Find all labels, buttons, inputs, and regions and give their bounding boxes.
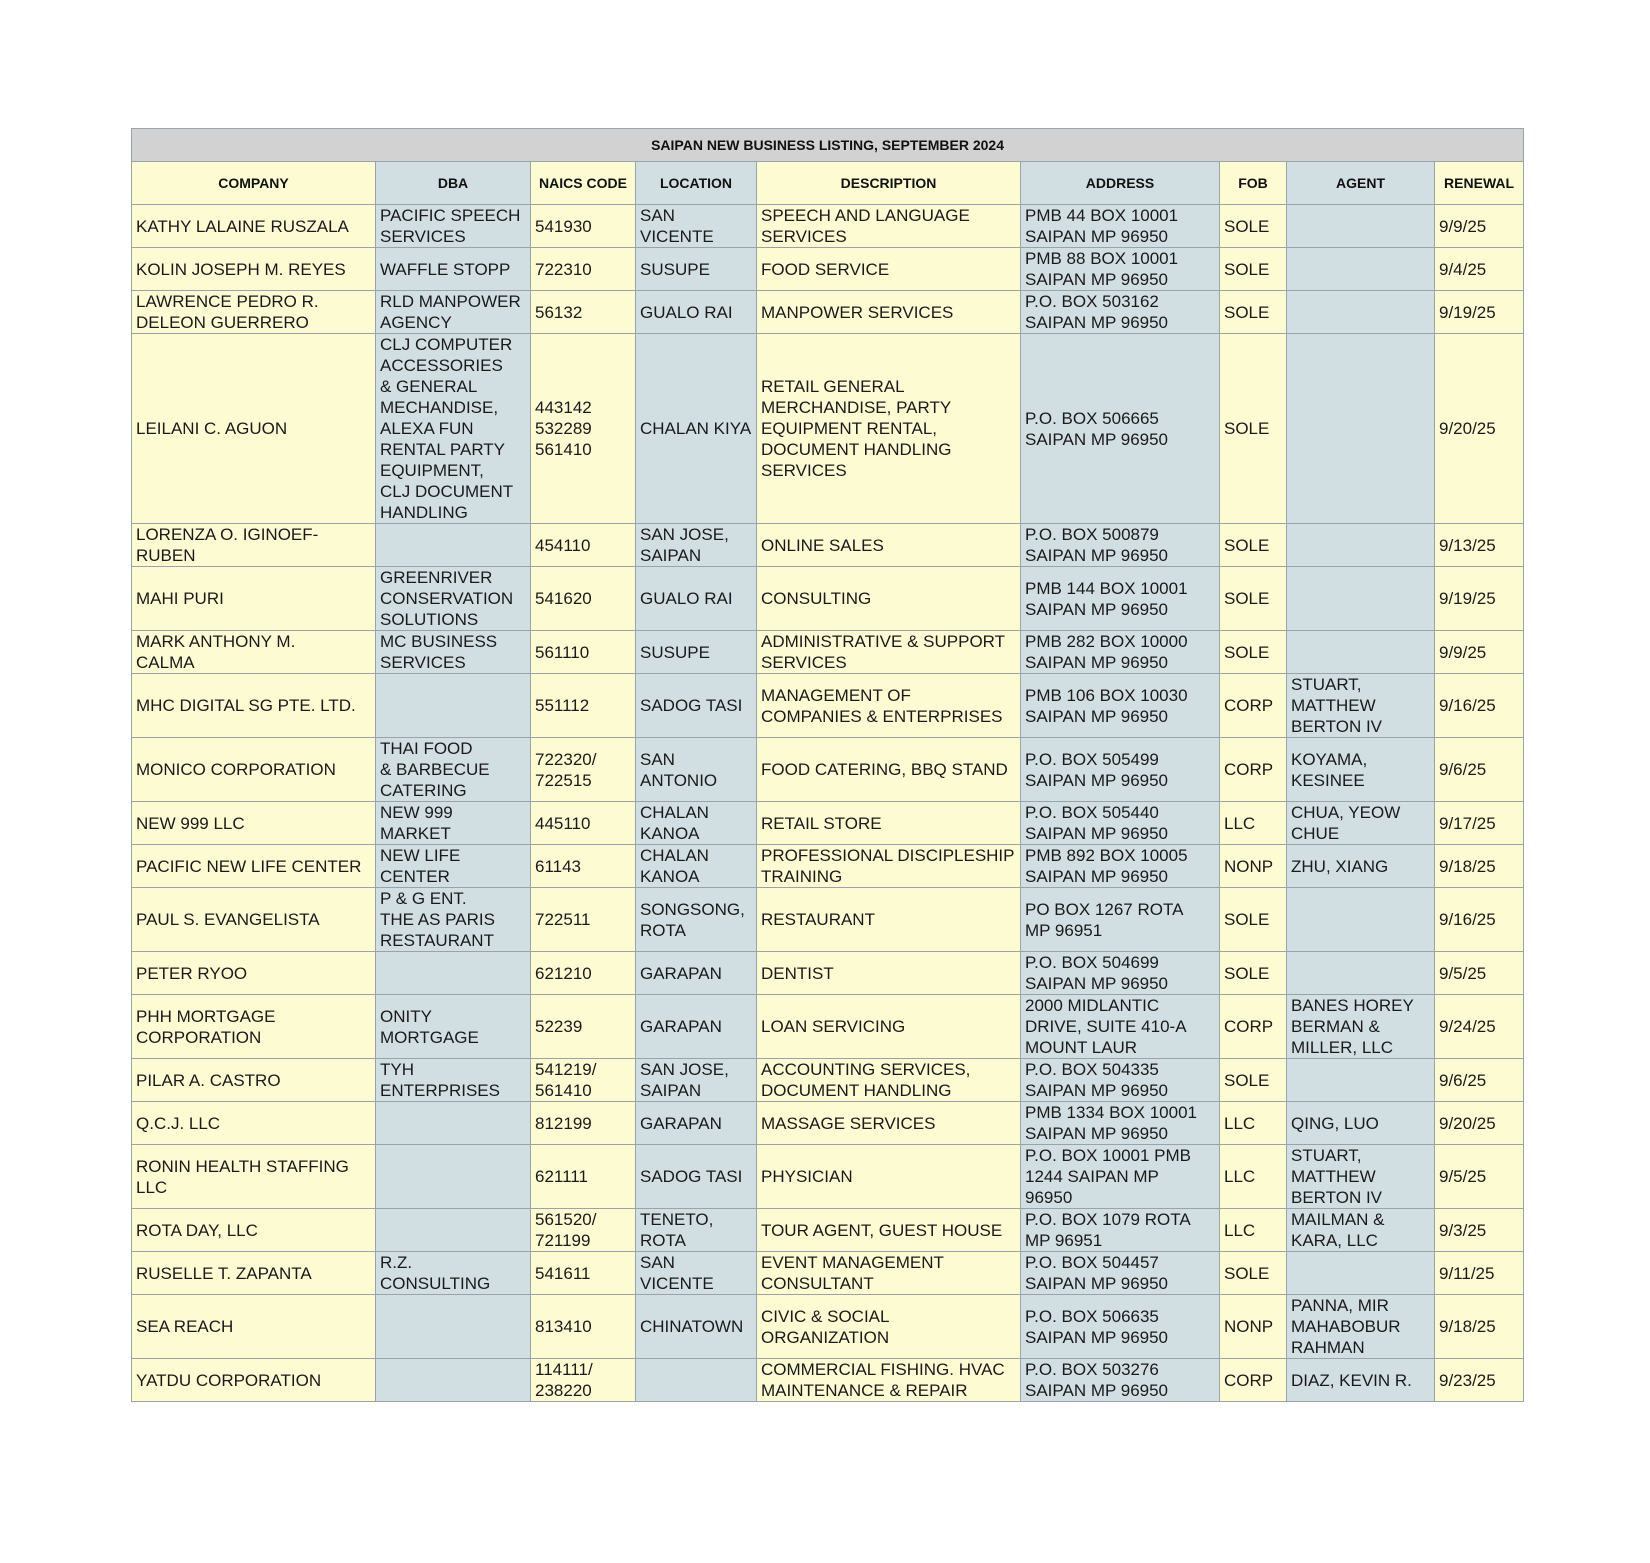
cell-address: 2000 MIDLANTIC DRIVE, SUITE 410-A MOUNT LAUR — [1021, 995, 1220, 1059]
cell-fob: SOLE — [1220, 248, 1287, 291]
cell-location: SUSUPE — [636, 631, 757, 674]
cell-fob: LLC — [1220, 1102, 1287, 1145]
cell-naics-code: 722310 — [531, 248, 636, 291]
cell-agent — [1287, 1059, 1435, 1102]
cell-renewal: 9/11/25 — [1435, 1252, 1524, 1295]
cell-dba — [376, 952, 531, 995]
cell-renewal: 9/24/25 — [1435, 995, 1524, 1059]
cell-description: FOOD SERVICE — [757, 248, 1021, 291]
table-row — [132, 567, 1524, 631]
cell-address: P.O. BOX 503276 SAIPAN MP 96950 — [1021, 1359, 1220, 1402]
cell-location: GUALO RAI — [636, 291, 757, 334]
cell-fob: SOLE — [1220, 952, 1287, 995]
table-row — [132, 631, 1524, 674]
cell-fob: SOLE — [1220, 888, 1287, 952]
cell-naics-code: 722511 — [531, 888, 636, 952]
cell-description: RETAIL GENERAL MERCHANDISE, PARTY EQUIPMENT RENTAL, DOCUMENT HANDLING SERVICES — [757, 334, 1021, 524]
cell-fob: SOLE — [1220, 1059, 1287, 1102]
cell-address: PMB 88 BOX 10001 SAIPAN MP 96950 — [1021, 248, 1220, 291]
cell-naics-code: 541620 — [531, 567, 636, 631]
cell-location: SAN VICENTE — [636, 1252, 757, 1295]
cell-fob: SOLE — [1220, 205, 1287, 248]
cell-location — [636, 1359, 757, 1402]
cell-description: PROFESSIONAL DISCIPLESHIP TRAINING — [757, 845, 1021, 888]
cell-address: PMB 282 BOX 10000 SAIPAN MP 96950 — [1021, 631, 1220, 674]
cell-agent — [1287, 1252, 1435, 1295]
cell-description: CONSULTING — [757, 567, 1021, 631]
business-listing-sheet — [131, 128, 1523, 1402]
table-row — [132, 524, 1524, 567]
cell-dba — [376, 1209, 531, 1252]
cell-fob: SOLE — [1220, 1252, 1287, 1295]
cell-agent — [1287, 524, 1435, 567]
cell-address: P.O. BOX 505440 SAIPAN MP 96950 — [1021, 802, 1220, 845]
cell-dba: THAI FOOD & BARBECUE CATERING — [376, 738, 531, 802]
cell-renewal: 9/16/25 — [1435, 888, 1524, 952]
cell-agent: ZHU, XIANG — [1287, 845, 1435, 888]
cell-renewal: 9/5/25 — [1435, 952, 1524, 995]
cell-company: PHH MORTGAGE CORPORATION — [132, 995, 376, 1059]
cell-fob: SOLE — [1220, 334, 1287, 524]
column-header-dba: DBA — [376, 162, 531, 205]
cell-location: CHALAN KANOA — [636, 845, 757, 888]
cell-address: P.O. BOX 506665 SAIPAN MP 96950 — [1021, 334, 1220, 524]
table-row — [132, 1209, 1524, 1252]
table-row — [132, 1059, 1524, 1102]
cell-location: SUSUPE — [636, 248, 757, 291]
cell-fob: NONP — [1220, 845, 1287, 888]
cell-dba — [376, 1359, 531, 1402]
cell-renewal: 9/13/25 — [1435, 524, 1524, 567]
cell-dba: GREENRIVER CONSERVATION SOLUTIONS — [376, 567, 531, 631]
table-row — [132, 1295, 1524, 1359]
table-row — [132, 738, 1524, 802]
cell-renewal: 9/19/25 — [1435, 291, 1524, 334]
cell-renewal: 9/6/25 — [1435, 1059, 1524, 1102]
table-row — [132, 1252, 1524, 1295]
cell-address: PO BOX 1267 ROTA MP 96951 — [1021, 888, 1220, 952]
cell-address: PMB 892 BOX 10005 SAIPAN MP 96950 — [1021, 845, 1220, 888]
cell-agent: DIAZ, KEVIN R. — [1287, 1359, 1435, 1402]
cell-naics-code: 621111 — [531, 1145, 636, 1209]
cell-description: DENTIST — [757, 952, 1021, 995]
cell-description: ADMINISTRATIVE & SUPPORT SERVICES — [757, 631, 1021, 674]
cell-description: ONLINE SALES — [757, 524, 1021, 567]
cell-location: CHALAN KIYA — [636, 334, 757, 524]
cell-dba: TYH ENTERPRISES — [376, 1059, 531, 1102]
cell-description: MANAGEMENT OF COMPANIES & ENTERPRISES — [757, 674, 1021, 738]
cell-renewal: 9/20/25 — [1435, 1102, 1524, 1145]
cell-renewal: 9/4/25 — [1435, 248, 1524, 291]
cell-agent — [1287, 334, 1435, 524]
cell-company: ROTA DAY, LLC — [132, 1209, 376, 1252]
cell-description: EVENT MANAGEMENT CONSULTANT — [757, 1252, 1021, 1295]
cell-description: LOAN SERVICING — [757, 995, 1021, 1059]
cell-company: PILAR A. CASTRO — [132, 1059, 376, 1102]
cell-dba: P & G ENT. THE AS PARIS RESTAURANT — [376, 888, 531, 952]
cell-description: SPEECH AND LANGUAGE SERVICES — [757, 205, 1021, 248]
cell-company: MAHI PURI — [132, 567, 376, 631]
cell-dba: NEW 999 MARKET — [376, 802, 531, 845]
cell-agent — [1287, 631, 1435, 674]
cell-description: FOOD CATERING, BBQ STAND — [757, 738, 1021, 802]
table-row — [132, 205, 1524, 248]
cell-dba: PACIFIC SPEECH SERVICES — [376, 205, 531, 248]
cell-fob: CORP — [1220, 1359, 1287, 1402]
cell-naics-code: 454110 — [531, 524, 636, 567]
cell-agent: STUART, MATTHEW BERTON IV — [1287, 1145, 1435, 1209]
cell-description: PHYSICIAN — [757, 1145, 1021, 1209]
table-row — [132, 1102, 1524, 1145]
cell-location: CHALAN KANOA — [636, 802, 757, 845]
table-row — [132, 674, 1524, 738]
cell-address: P.O. BOX 1079 ROTA MP 96951 — [1021, 1209, 1220, 1252]
cell-fob: SOLE — [1220, 291, 1287, 334]
cell-dba: MC BUSINESS SERVICES — [376, 631, 531, 674]
table-row — [132, 1359, 1524, 1402]
column-header-renewal: RENEWAL — [1435, 162, 1524, 205]
cell-company: MONICO CORPORATION — [132, 738, 376, 802]
cell-company: RUSELLE T. ZAPANTA — [132, 1252, 376, 1295]
cell-location: SADOG TASI — [636, 674, 757, 738]
cell-location: GUALO RAI — [636, 567, 757, 631]
cell-dba — [376, 1145, 531, 1209]
cell-description: COMMERCIAL FISHING. HVAC MAINTENANCE & REPAIR — [757, 1359, 1021, 1402]
cell-fob: CORP — [1220, 995, 1287, 1059]
column-header-fob: FOB — [1220, 162, 1287, 205]
cell-description: RETAIL STORE — [757, 802, 1021, 845]
column-header-agent: AGENT — [1287, 162, 1435, 205]
cell-naics-code: 114111/ 238220 — [531, 1359, 636, 1402]
cell-agent — [1287, 952, 1435, 995]
cell-naics-code: 445110 — [531, 802, 636, 845]
cell-location: GARAPAN — [636, 1102, 757, 1145]
cell-renewal: 9/18/25 — [1435, 1295, 1524, 1359]
cell-fob: CORP — [1220, 674, 1287, 738]
cell-location: SAN JOSE, SAIPAN — [636, 1059, 757, 1102]
cell-fob: SOLE — [1220, 567, 1287, 631]
cell-naics-code: 813410 — [531, 1295, 636, 1359]
cell-location: CHINATOWN — [636, 1295, 757, 1359]
table-row — [132, 952, 1524, 995]
cell-naics-code: 551112 — [531, 674, 636, 738]
cell-naics-code: 561110 — [531, 631, 636, 674]
cell-dba — [376, 674, 531, 738]
table-row — [132, 845, 1524, 888]
cell-company: NEW 999 LLC — [132, 802, 376, 845]
cell-naics-code: 443142 532289 561410 — [531, 334, 636, 524]
cell-dba — [376, 524, 531, 567]
column-header-address: ADDRESS — [1021, 162, 1220, 205]
cell-location: GARAPAN — [636, 952, 757, 995]
cell-renewal: 9/20/25 — [1435, 334, 1524, 524]
cell-address: PMB 44 BOX 10001 SAIPAN MP 96950 — [1021, 205, 1220, 248]
cell-agent: KOYAMA, KESINEE — [1287, 738, 1435, 802]
cell-agent: MAILMAN & KARA, LLC — [1287, 1209, 1435, 1252]
cell-company: SEA REACH — [132, 1295, 376, 1359]
table-row — [132, 291, 1524, 334]
column-header-company: COMPANY — [132, 162, 376, 205]
table-title: SAIPAN NEW BUSINESS LISTING, SEPTEMBER 2024 — [132, 129, 1524, 162]
cell-naics-code: 541930 — [531, 205, 636, 248]
cell-description: MANPOWER SERVICES — [757, 291, 1021, 334]
cell-company: MARK ANTHONY M. CALMA — [132, 631, 376, 674]
cell-renewal: 9/23/25 — [1435, 1359, 1524, 1402]
cell-naics-code: 621210 — [531, 952, 636, 995]
table-row — [132, 248, 1524, 291]
cell-dba: WAFFLE STOPP — [376, 248, 531, 291]
cell-fob: SOLE — [1220, 631, 1287, 674]
cell-company: LAWRENCE PEDRO R. DELEON GUERRERO — [132, 291, 376, 334]
cell-naics-code: 561520/ 721199 — [531, 1209, 636, 1252]
cell-company: KATHY LALAINE RUSZALA — [132, 205, 376, 248]
cell-dba: NEW LIFE CENTER — [376, 845, 531, 888]
cell-description: CIVIC & SOCIAL ORGANIZATION — [757, 1295, 1021, 1359]
cell-agent: PANNA, MIR MAHABOBUR RAHMAN — [1287, 1295, 1435, 1359]
cell-dba: RLD MANPOWER AGENCY — [376, 291, 531, 334]
cell-address: P.O. BOX 505499 SAIPAN MP 96950 — [1021, 738, 1220, 802]
cell-renewal: 9/19/25 — [1435, 567, 1524, 631]
cell-company: PAUL S. EVANGELISTA — [132, 888, 376, 952]
cell-address: P.O. BOX 504457 SAIPAN MP 96950 — [1021, 1252, 1220, 1295]
cell-naics-code: 61143 — [531, 845, 636, 888]
column-header-location: LOCATION — [636, 162, 757, 205]
cell-dba: R.Z. CONSULTING — [376, 1252, 531, 1295]
cell-address: PMB 144 BOX 10001 SAIPAN MP 96950 — [1021, 567, 1220, 631]
cell-naics-code: 722320/ 722515 — [531, 738, 636, 802]
cell-fob: CORP — [1220, 738, 1287, 802]
cell-naics-code: 541219/ 561410 — [531, 1059, 636, 1102]
cell-address: P.O. BOX 503162 SAIPAN MP 96950 — [1021, 291, 1220, 334]
cell-naics-code: 812199 — [531, 1102, 636, 1145]
cell-description: ACCOUNTING SERVICES, DOCUMENT HANDLING — [757, 1059, 1021, 1102]
cell-renewal: 9/6/25 — [1435, 738, 1524, 802]
cell-fob: LLC — [1220, 1209, 1287, 1252]
column-header-description: DESCRIPTION — [757, 162, 1021, 205]
cell-company: LEILANI C. AGUON — [132, 334, 376, 524]
cell-company: LORENZA O. IGINOEF- RUBEN — [132, 524, 376, 567]
cell-renewal: 9/18/25 — [1435, 845, 1524, 888]
cell-agent: STUART, MATTHEW BERTON IV — [1287, 674, 1435, 738]
cell-address: PMB 106 BOX 10030 SAIPAN MP 96950 — [1021, 674, 1220, 738]
cell-location: SADOG TASI — [636, 1145, 757, 1209]
table-row — [132, 888, 1524, 952]
cell-company: PETER RYOO — [132, 952, 376, 995]
cell-renewal: 9/17/25 — [1435, 802, 1524, 845]
cell-fob: LLC — [1220, 1145, 1287, 1209]
cell-dba: ONITY MORTGAGE — [376, 995, 531, 1059]
cell-fob: SOLE — [1220, 524, 1287, 567]
cell-agent — [1287, 205, 1435, 248]
cell-naics-code: 541611 — [531, 1252, 636, 1295]
cell-agent — [1287, 888, 1435, 952]
cell-address: PMB 1334 BOX 10001 SAIPAN MP 96950 — [1021, 1102, 1220, 1145]
table-row — [132, 802, 1524, 845]
cell-address: P.O. BOX 500879 SAIPAN MP 96950 — [1021, 524, 1220, 567]
cell-agent: BANES HOREY BERMAN & MILLER, LLC — [1287, 995, 1435, 1059]
cell-location: SONGSONG, ROTA — [636, 888, 757, 952]
title-row — [132, 129, 1524, 162]
cell-renewal: 9/5/25 — [1435, 1145, 1524, 1209]
cell-location: TENETO, ROTA — [636, 1209, 757, 1252]
cell-description: MASSAGE SERVICES — [757, 1102, 1021, 1145]
cell-location: GARAPAN — [636, 995, 757, 1059]
cell-fob: NONP — [1220, 1295, 1287, 1359]
table-row — [132, 1145, 1524, 1209]
table-row — [132, 334, 1524, 524]
cell-description: RESTAURANT — [757, 888, 1021, 952]
cell-agent: QING, LUO — [1287, 1102, 1435, 1145]
cell-agent — [1287, 567, 1435, 631]
cell-address: P.O. BOX 504335 SAIPAN MP 96950 — [1021, 1059, 1220, 1102]
cell-address: P.O. BOX 504699 SAIPAN MP 96950 — [1021, 952, 1220, 995]
cell-renewal: 9/9/25 — [1435, 631, 1524, 674]
cell-company: PACIFIC NEW LIFE CENTER — [132, 845, 376, 888]
cell-fob: LLC — [1220, 802, 1287, 845]
cell-location: SAN ANTONIO — [636, 738, 757, 802]
cell-company: MHC DIGITAL SG PTE. LTD. — [132, 674, 376, 738]
business-listing-table — [131, 128, 1524, 1402]
cell-dba: CLJ COMPUTER ACCESSORIES & GENERAL MECHANDISE, ALEXA FUN RENTAL PARTY EQUIPMENT, CLJ DOCUMENT HANDLING — [376, 334, 531, 524]
table-row — [132, 995, 1524, 1059]
cell-location: SAN VICENTE — [636, 205, 757, 248]
cell-company: YATDU CORPORATION — [132, 1359, 376, 1402]
cell-dba — [376, 1295, 531, 1359]
header-row — [132, 162, 1524, 205]
cell-agent: CHUA, YEOW CHUE — [1287, 802, 1435, 845]
cell-naics-code: 56132 — [531, 291, 636, 334]
cell-naics-code: 52239 — [531, 995, 636, 1059]
cell-agent — [1287, 291, 1435, 334]
cell-renewal: 9/3/25 — [1435, 1209, 1524, 1252]
cell-renewal: 9/16/25 — [1435, 674, 1524, 738]
cell-address: P.O. BOX 506635 SAIPAN MP 96950 — [1021, 1295, 1220, 1359]
cell-company: KOLIN JOSEPH M. REYES — [132, 248, 376, 291]
cell-location: SAN JOSE, SAIPAN — [636, 524, 757, 567]
cell-dba — [376, 1102, 531, 1145]
cell-renewal: 9/9/25 — [1435, 205, 1524, 248]
cell-company: Q.C.J. LLC — [132, 1102, 376, 1145]
cell-address: P.O. BOX 10001 PMB 1244 SAIPAN MP 96950 — [1021, 1145, 1220, 1209]
cell-agent — [1287, 248, 1435, 291]
cell-company: RONIN HEALTH STAFFING LLC — [132, 1145, 376, 1209]
column-header-naics-code: NAICS CODE — [531, 162, 636, 205]
table-body — [132, 205, 1524, 1402]
cell-description: TOUR AGENT, GUEST HOUSE — [757, 1209, 1021, 1252]
